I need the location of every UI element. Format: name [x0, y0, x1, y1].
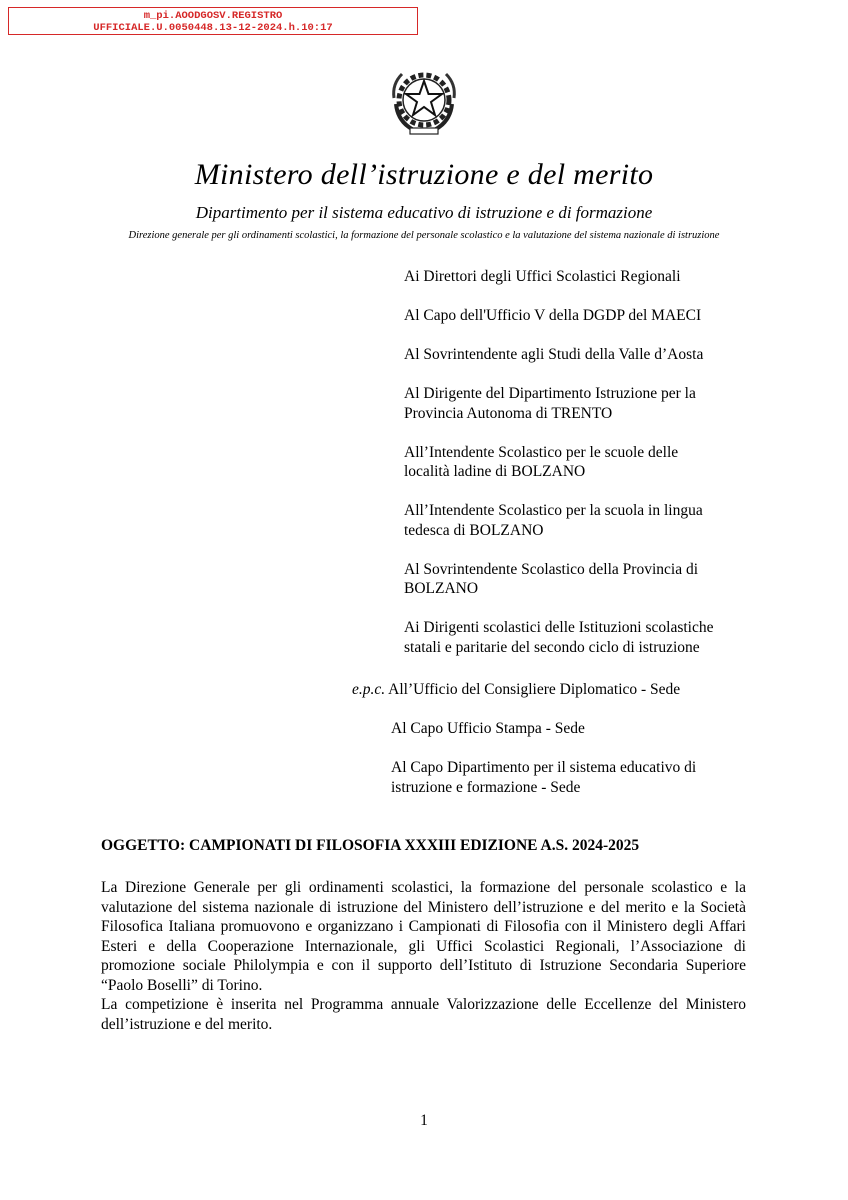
recipient-item	[404, 306, 784, 326]
epc-recipient-item	[391, 758, 781, 797]
recipients-list	[404, 267, 784, 677]
recipient-item	[404, 384, 784, 423]
recipient-line: Al Dirigente del Dipartimento Istruzione per la	[404, 385, 696, 402]
recipient-item	[404, 560, 784, 599]
subject-line: OGGETTO: CAMPIONATI DI FILOSOFIA XXXIII EDIZIONE A.S. 2024-2025	[101, 837, 640, 854]
recipient-line: località ladine di BOLZANO	[404, 463, 586, 480]
recipient-item	[404, 267, 784, 287]
recipient-line: Al Capo dell'Ufficio V della DGDP del MAECI	[404, 307, 702, 324]
page-number: 1	[420, 1112, 428, 1129]
body-paragraph: La competizione è inserita nel Programma annuale Valorizzazione delle Eccellenze del Ministero dell’istruzione e del merito.	[101, 996, 746, 1033]
epc-first-recipient: All’Ufficio del Consigliere Diplomatico - Sede	[388, 681, 681, 698]
directorate-title: Direzione generale per gli ordinamenti scolastici, la formazione del personale scolastico e la valutazione del sistema nazionale di istruzione	[128, 230, 720, 241]
recipient-item	[404, 443, 784, 482]
recipient-item	[404, 501, 784, 540]
italian-republic-emblem-icon	[388, 64, 460, 138]
recipient-item	[404, 345, 784, 365]
recipient-line: All’Intendente Scolastico per le scuole delle	[404, 443, 679, 461]
recipient-line: Al Sovrintendente Scolastico della Provincia di	[404, 560, 699, 578]
recipient-line: tedesca di BOLZANO	[404, 521, 544, 539]
recipient-line: Provincia Autonoma di TRENTO	[404, 404, 613, 422]
epc-recipient-line: Al Capo Ufficio Stampa - Sede	[391, 720, 585, 737]
recipient-item	[404, 618, 784, 657]
recipient-line: All’Intendente Scolastico per la scuola in lingua	[404, 502, 703, 519]
protocol-stamp-line2: UFFICIALE.U.0050448.13-12-2024.h.10:17	[93, 22, 333, 34]
letter-body	[101, 878, 746, 1034]
protocol-stamp	[8, 7, 418, 35]
ministry-title: Ministero dell’istruzione e del merito	[194, 158, 654, 191]
recipient-line: Al Sovrintendente agli Studi della Valle d’Aosta	[404, 346, 704, 363]
epc-label: e.p.c.	[352, 681, 386, 698]
epc-recipient-line: Al Capo Dipartimento per il sistema educativo di	[391, 759, 697, 776]
protocol-stamp-line1: m_pi.AOODGOSV.REGISTRO	[143, 10, 283, 22]
epc-first-line	[352, 680, 680, 700]
recipient-line: Ai Dirigenti scolastici delle Istituzioni scolastiche	[404, 619, 714, 636]
recipient-line: Ai Direttori degli Uffici Scolastici Regionali	[404, 268, 681, 285]
recipient-line: statali e paritarie del secondo ciclo di istruzione	[404, 638, 700, 656]
body-paragraph: La Direzione Generale per gli ordinamenti scolastici, la formazione del personale scolastico e la valutazione del sistema nazionale di istruzione del Ministero dell’istruzione e del merito e la Società Filosofica Italiana promuovono e organizzano i Campionati di Filosofia con il Ministero degli Affari Esteri e della Cooperazione Internazionale, gli Uffici Scolastici Regionali, l’Associazione di promozione sociale Philolympia e con il supporto dell’Istituto di Istruzione Secondaria Superiore “Paolo Boselli” di Torino.	[101, 879, 746, 994]
department-title: Dipartimento per il sistema educativo di istruzione e di formazione	[195, 203, 653, 222]
recipient-line: BOLZANO	[404, 580, 479, 597]
epc-recipient-item	[391, 719, 781, 739]
epc-recipient-line: istruzione e formazione - Sede	[391, 778, 581, 796]
